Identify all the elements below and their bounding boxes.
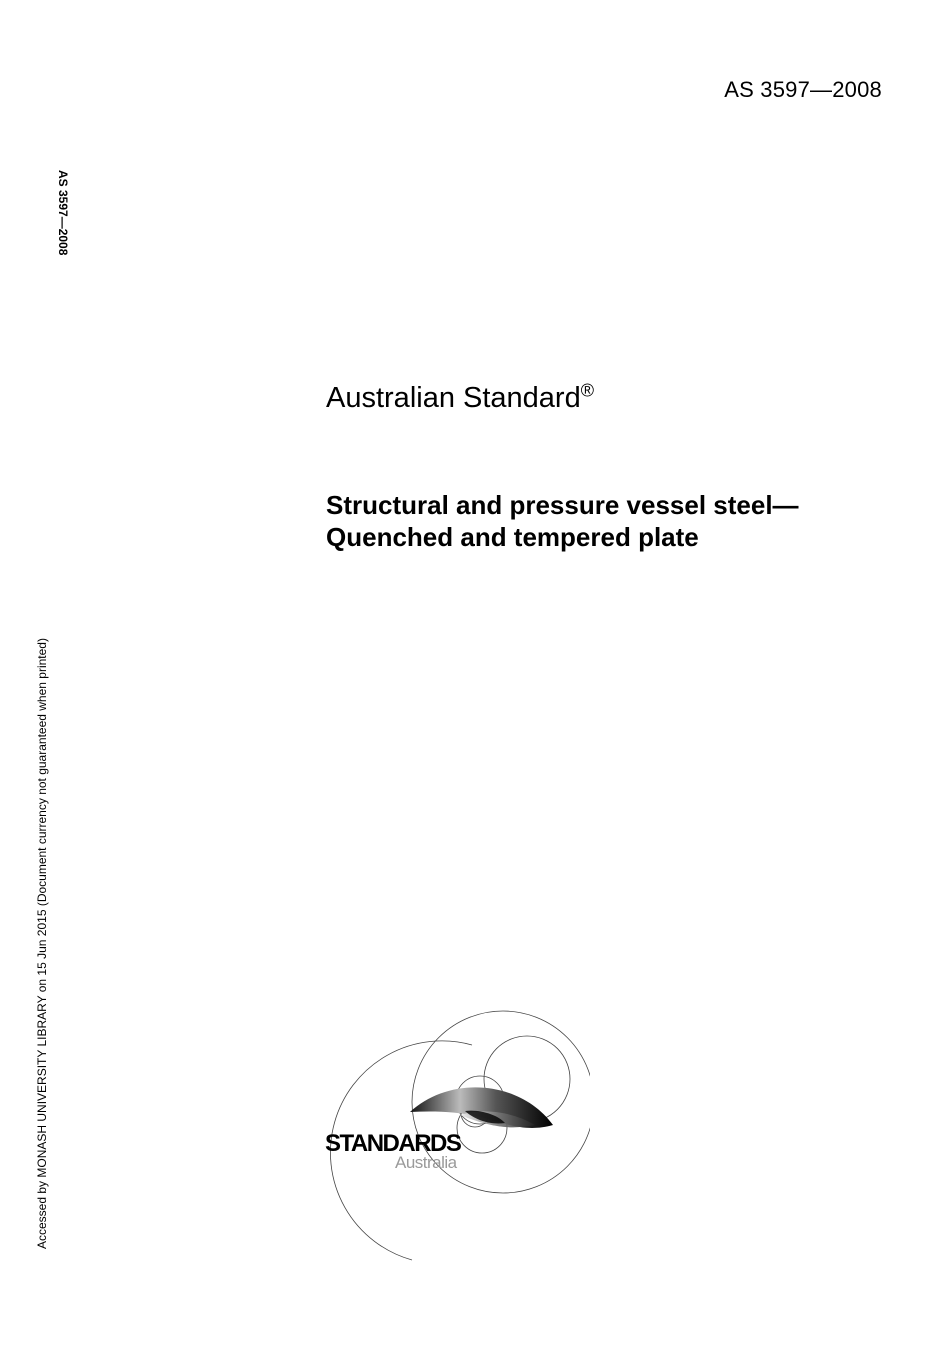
series-name: Australian Standard (326, 382, 581, 414)
spine-label-text: AS 3597—2008 (56, 170, 70, 256)
registered-mark: ® (580, 380, 594, 401)
title-line-2: Quenched and tempered plate (326, 522, 699, 552)
series-heading (326, 382, 594, 415)
access-note-text: Accessed by MONASH UNIVERSITY LIBRARY on 15 Jun 2015 (Document currency not guaranteed when printed) (35, 638, 49, 1249)
logo-subtitle: Australia (395, 1153, 457, 1172)
document-title (326, 489, 799, 553)
logo-wordmark: STANDARDS (325, 1130, 461, 1157)
spine-label (49, 170, 79, 280)
title-line-1: Structural and pressure vessel steel— (326, 490, 799, 520)
standards-australia-logo (320, 1005, 590, 1270)
access-note (19, 597, 49, 1252)
document-number: AS 3597—2008 (724, 77, 882, 102)
